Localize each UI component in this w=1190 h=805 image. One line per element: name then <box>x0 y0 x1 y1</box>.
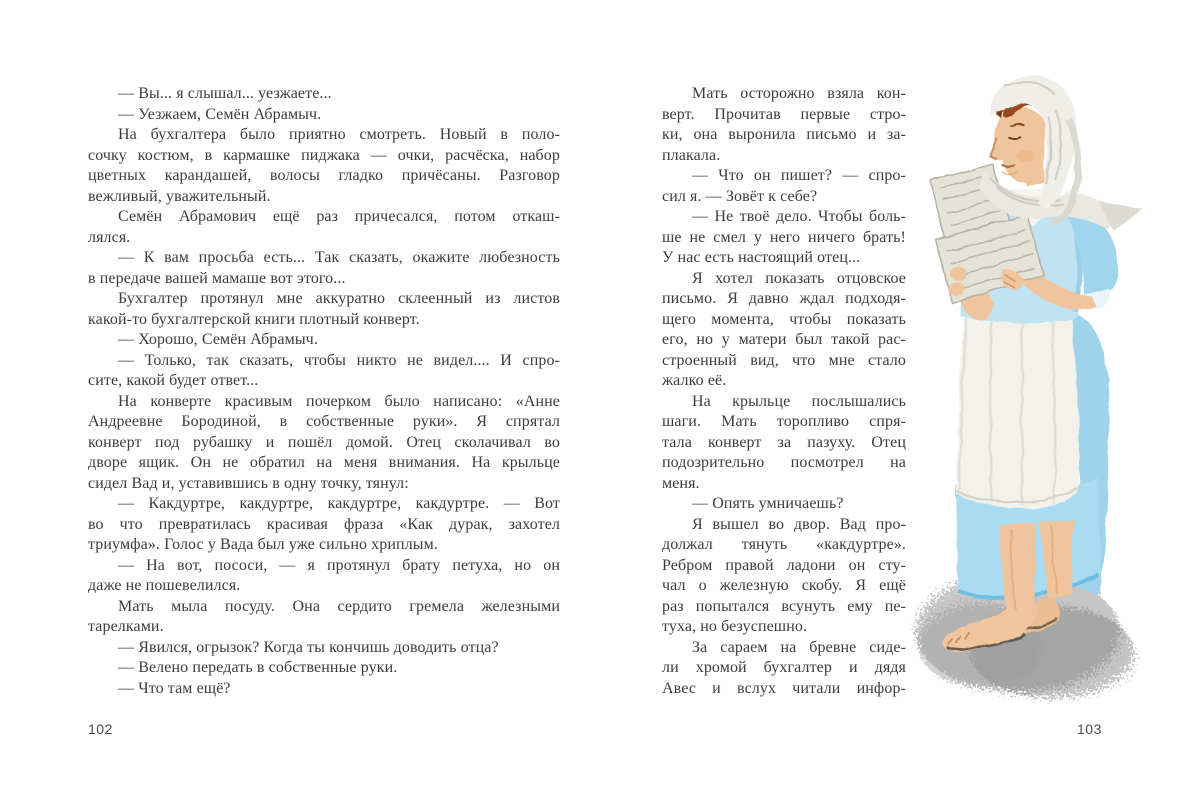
text-line: ки, она выронила письмо и за- <box>662 126 906 143</box>
text-line: меня. <box>662 474 700 492</box>
text-line: раз попытался всунуть ему пе- <box>662 597 906 615</box>
text-line: На конверте красивым почерком было написано: «Анне <box>118 392 560 410</box>
text-line: Андреевне Бородиной, в собственные руки». Я спрятал <box>88 413 560 430</box>
paragraph <box>662 269 906 392</box>
cheek <box>1017 150 1035 162</box>
text-line: — Что он пишет? — спро- <box>692 167 906 184</box>
paragraph <box>88 125 560 207</box>
text-line: — К вам просьба есть... Так сказать, окажите любезность <box>118 249 560 266</box>
paragraph <box>88 84 560 105</box>
text-line: триумфа». Голос у Вада был уже сильно хриплым. <box>88 536 438 553</box>
text-line: чал о железную скобу. Я ещё <box>662 577 906 594</box>
text-line: верт. Прочитав первые стро- <box>662 105 906 123</box>
paragraph <box>88 330 560 351</box>
text-line: дворе ящик. Он не обратил на меня внимания. На крыльце <box>88 454 560 471</box>
text-line: — Вы... я слышал... уезжаете... <box>118 85 332 102</box>
paragraph <box>662 84 906 166</box>
paragraph <box>662 392 906 495</box>
paragraph <box>662 638 906 700</box>
text-line: — Что там ещё? <box>118 679 231 697</box>
text-line: тала конверт за пазуху. Отец <box>662 433 906 451</box>
text-line: На крыльце послышались <box>692 392 906 410</box>
text-line: — Какдуртре, какдуртре, какдуртре, какдуртре. — Вот <box>118 495 560 512</box>
page-number-right: 103 <box>1077 721 1102 737</box>
text-line: — На вот, пососи, — я протянул брату петуха, но он <box>118 556 560 574</box>
text-line: сочку костюм, в кармашке пиджака — очки, расчёска, набор <box>88 146 560 164</box>
text-line: туха, но безуспешно. <box>662 618 808 635</box>
left-page-text <box>88 84 560 699</box>
text-line: во что превратилась красивая фраза «Как дурак, захотел <box>88 515 560 533</box>
text-line: — Велено передать в собственные руки. <box>118 659 398 676</box>
text-line: Мать осторожно взяла кон- <box>692 85 906 102</box>
text-line: вежливый, уважительный. <box>88 187 271 205</box>
paragraph <box>662 515 906 638</box>
text-line: Семён Абрамович ещё раз причесался, потом откаш- <box>118 208 560 225</box>
text-line: письмо. Я давно ждал подходя- <box>662 290 906 307</box>
text-line: цветных карандашей, волосы гладко причёсаны. Разговор <box>88 167 560 184</box>
text-line: в передаче вашей мамаше вот этого... <box>88 269 346 287</box>
text-line: — Хорошо, Семён Абрамыч. <box>118 331 318 348</box>
paragraph <box>662 166 906 207</box>
text-line: Авес и вслух читали инфор- <box>662 679 906 697</box>
text-line: За сараем на бревне сиде- <box>692 638 906 656</box>
paragraph <box>88 207 560 248</box>
text-line: тарелками. <box>88 618 164 635</box>
text-line: — Не твоё дело. Чтобы боль- <box>692 208 906 225</box>
text-line: — Опять умничаешь? <box>692 495 844 512</box>
paragraph <box>662 494 906 515</box>
text-line: сил я. — Зовёт к себе? <box>662 187 818 205</box>
text-line: лялся. <box>88 228 131 246</box>
paragraph <box>88 556 560 597</box>
text-line: его, но у матери был такой рас- <box>662 331 906 348</box>
text-line: — Только, так сказать, чтобы никто не видел.... И спро- <box>118 351 560 369</box>
paragraph <box>88 679 560 700</box>
text-line: — Уезжаем, Семён Абрамыч. <box>118 105 322 123</box>
text-line: Бухгалтер протянул мне аккуратно склеенный из листов <box>118 290 560 307</box>
paragraph <box>88 638 560 659</box>
apron <box>957 301 1079 508</box>
page-number-left: 102 <box>88 721 113 737</box>
text-line: шаги. Мать торопливо спря- <box>662 413 906 430</box>
text-line: Я вышел во двор. Вад про- <box>692 515 906 533</box>
paragraph <box>88 597 560 638</box>
text-line: У нас есть настоящий отец... <box>662 249 861 266</box>
right-page-text <box>662 84 906 699</box>
face <box>990 107 1045 183</box>
paragraph <box>88 248 560 289</box>
paragraph <box>88 658 560 679</box>
text-line: должал тянуть «какдуртре». <box>662 536 906 553</box>
paragraph <box>88 351 560 392</box>
text-line: Я хотел показать отцовское <box>692 269 906 287</box>
text-line: какой-то бухгалтерской книги плотный конверт. <box>88 310 420 328</box>
text-line: ли хромой бухгалтер и дядя <box>662 659 906 676</box>
text-line: сите, какой будет ответ... <box>88 372 259 389</box>
text-line: жалко её. <box>662 372 727 389</box>
text-line: подозрительно посмотрел на <box>662 454 906 471</box>
paragraph <box>88 392 560 495</box>
text-line: сидел Вад и, уставившись в одну точку, тянул: <box>88 474 409 492</box>
near-leg <box>1000 523 1037 613</box>
text-line: Мать мыла посуду. Она сердито гремела железными <box>118 597 560 615</box>
text-line: Ребром правой ладони он сту- <box>662 556 906 574</box>
paragraph <box>88 494 560 556</box>
text-line: конверт под рубашку и пошёл домой. Отец сколачивал во <box>88 433 560 451</box>
text-line: На бухгалтера было приятно смотреть. Новый в поло- <box>118 126 560 143</box>
text-line: — Явился, огрызок? Когда ты кончишь доводить отца? <box>118 638 499 656</box>
paragraph <box>88 289 560 330</box>
paragraph <box>662 207 906 269</box>
text-line: плакала. <box>662 146 721 164</box>
text-line: даже не пошевелился. <box>88 577 241 594</box>
paragraph <box>88 105 560 126</box>
woman-reading-letter-illustration <box>900 60 1190 720</box>
text-line: строенный вид, что мне стало <box>662 351 906 369</box>
text-line: щего момента, чтобы показать <box>662 310 906 328</box>
text-line: ше не смел у него ничего брать! <box>662 228 906 246</box>
